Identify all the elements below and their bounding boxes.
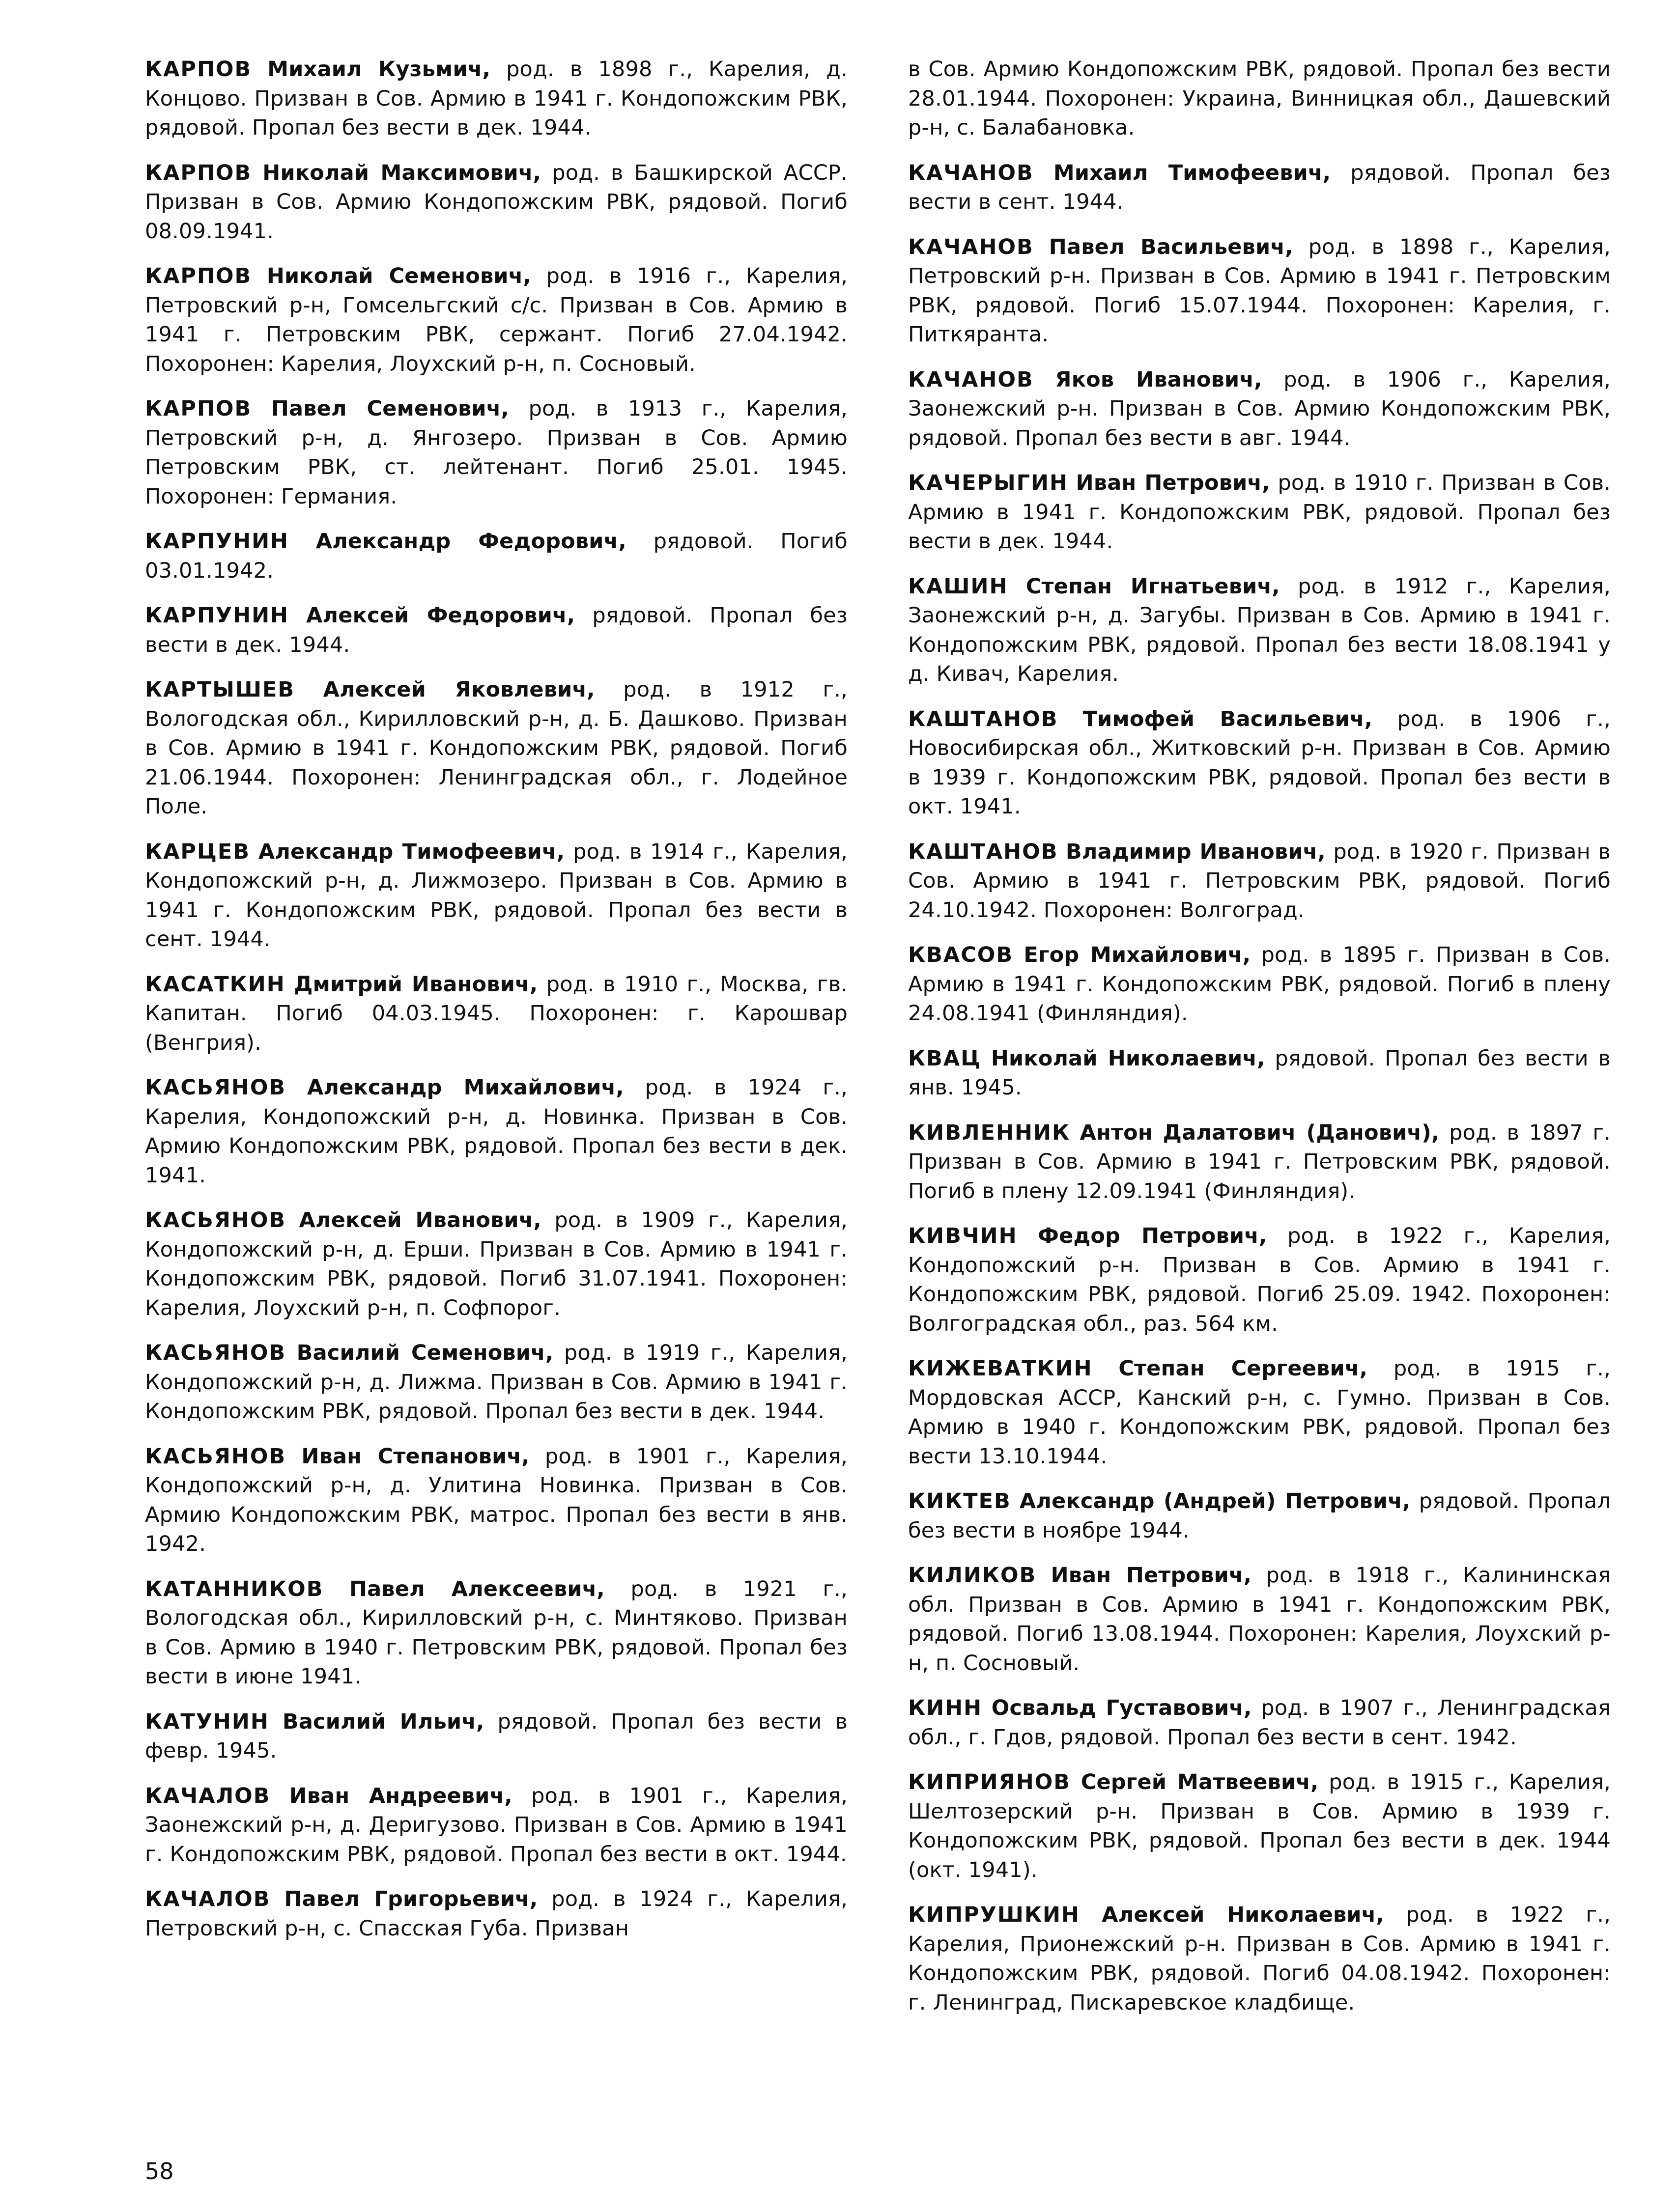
entry-given-name: Василий Семенович, [296, 1341, 554, 1365]
entry-details: род. в 1901 г., Карелия, Кондопожский р-н, д. Улитина Новинка. Призван в Сов. Армию Кондопожским РВК, матрос. Пропал без вести в янв. 1942. [145, 1444, 848, 1556]
entry-details: род. в 1915 г., Карелия, Шелтозерский р-н. Призван в Сов. Армию в 1939 г. Кондопожским РВК, рядовой. Пропал без вести в дек. 1944 (окт. 1941). [908, 1770, 1611, 1882]
entry-surname: КАРПОВ [145, 396, 252, 421]
entry-given-name: Михаил Тимофеевич, [1053, 160, 1331, 185]
entry-surname: КАСЬЯНОВ [145, 1341, 286, 1365]
entry-details: род. в 1924 г., Карелия, Кондопожский р-н, д. Новинка. Призван в Сов. Армию Кондопожским РВК, рядовой. Пропал без вести в дек. 1941. [145, 1075, 848, 1188]
entry-given-name: Александр Тимофеевич, [258, 839, 565, 864]
biography-entry [908, 1119, 1611, 1206]
biography-entry [145, 1885, 848, 1943]
biography-entry [145, 838, 848, 954]
biography-entry [908, 469, 1611, 557]
entry-details: род. в 1898 г., Карелия, д. Концово. Призван в Сов. Армию в 1941 г. Кондопожским РВК, рядовой. Пропал без вести в дек. 1944. [145, 57, 848, 140]
entry-given-name: Федор Петрович, [1038, 1224, 1267, 1248]
biography-entry [145, 527, 848, 586]
entry-given-name: Павел Алексеевич, [349, 1576, 605, 1601]
entry-surname: КАЧАЛОВ [145, 1887, 271, 1911]
entry-given-name: Иван Петрович, [1051, 1563, 1252, 1588]
biography-entry [908, 838, 1611, 925]
biography-entry [145, 1575, 848, 1692]
entry-surname: КАСЬЯНОВ [145, 1444, 286, 1469]
biography-entry [145, 262, 848, 379]
entry-surname: КАШТАНОВ [908, 706, 1058, 731]
entry-surname: КАСАТКИН [145, 972, 285, 997]
biography-entry [145, 1206, 848, 1323]
entry-details: род. в 1922 г., Карелия, Прионежский р-н. Призван в Сов. Армию в 1941 г. Кондопожским РВК, рядовой. Погиб 04.08.1942. Похоронен: г. Ленинград, Пискаревское кладбище. [908, 1903, 1611, 2015]
right-column [908, 55, 1611, 2033]
entry-surname: КАРПОВ [145, 57, 252, 82]
entry-details: род. в 1913 г., Карелия, Петровский р-н, д. Янгозеро. Призван в Сов. Армию Петровским РВК, ст. лейтенант. Погиб 25.01. 1945. Похоронен: Германия. [145, 396, 848, 509]
entry-given-name: Николай Семенович, [266, 264, 532, 288]
biography-entry [908, 1768, 1611, 1885]
biography-entry [908, 705, 1611, 822]
entry-given-name: Иван Петрович, [1076, 471, 1270, 495]
biography-entry [908, 1044, 1611, 1103]
entry-details: род. в 1906 г., Новосибирская обл., Житковский р-н. Призван в Сов. Армию в 1939 г. Кондопожским РВК, рядовой. Пропал без вести в окт. 1941. [908, 706, 1611, 819]
entry-details: род. в 1907 г., Ленинградская обл., г. Гдов, рядовой. Пропал без вести в сент. 1942. [908, 1696, 1611, 1750]
entry-given-name: Павел Семенович, [271, 396, 510, 421]
entry-surname: КАРПОВ [145, 264, 252, 288]
entry-details: род. в 1901 г., Карелия, Заонежский р-н, д. Деригузово. Призван в Сов. Армию в 1941 г. Кондопожским РВК, рядовой. Пропал без вести в окт. 1944. [145, 1783, 848, 1867]
biography-entry [908, 55, 1611, 143]
entry-given-name: Николай Николаевич, [991, 1046, 1265, 1071]
biography-entry [908, 1901, 1611, 2017]
entry-surname: КИЛИКОВ [908, 1563, 1037, 1588]
entry-details: рядовой. Пропал без вести в ноябре 1944. [908, 1489, 1611, 1543]
entry-given-name: Тимофей Васильевич, [1082, 706, 1373, 731]
biography-entry [908, 159, 1611, 217]
entry-given-name: Антон Далатович (Данович), [1080, 1120, 1440, 1145]
entry-surname: КИВЛЕННИК [908, 1120, 1071, 1145]
biography-entry [145, 970, 848, 1058]
entry-surname: КАЧЕРЫГИН [908, 471, 1068, 495]
entry-details: род. в 1914 г., Карелия, Кондопожский р-н, д. Лижмозеро. Призван в Сов. Армию в 1941 г. Кондопожским РВК, рядовой. Пропал без вести в сент. 1944. [145, 839, 848, 952]
biography-entry [145, 159, 848, 247]
left-column [145, 55, 848, 1959]
entry-surname: КАЧАЛОВ [145, 1783, 271, 1808]
entry-details: род. в 1915 г., Мордовская АССР, Канский р-н, с. Гумно. Призван в Сов. Армию в 1940 г. Кондопожским РВК, рядовой. Пропал без вести 13.10.1944. [908, 1356, 1611, 1469]
entry-details: род. в 1922 г., Карелия, Кондопожский р-н. Призван в Сов. Армию в 1941 г. Кондопожским РВК, рядовой. Погиб 25.09. 1942. Похоронен: Волгоградская обл., раз. 564 км. [908, 1224, 1611, 1336]
page-number: 58 [145, 2158, 174, 2184]
entry-details: род. в 1912 г., Вологодская обл., Кирилловский р-н, д. Б. Дашково. Призван в Сов. Армию в 1941 г. Кондопожским РВК, рядовой. Погиб 21.06.1944. Похоронен: Ленинградская обл., г. Лодейное Поле. [145, 677, 848, 819]
biography-entry [145, 1782, 848, 1870]
entry-surname: КАСЬЯНОВ [145, 1075, 286, 1100]
biography-entry [145, 55, 848, 143]
biography-entry [145, 601, 848, 660]
biography-entry [908, 1354, 1611, 1471]
entry-surname: КИНН [908, 1696, 983, 1720]
entry-given-name: Василий Ильич, [282, 1709, 484, 1734]
entry-details: род. в 1921 г., Вологодская обл., Кирилловский р-н, с. Минтяково. Призван в Сов. Армию в 1940 г. Петровским РВК, рядовой. Пропал без вести в июне 1941. [145, 1576, 848, 1689]
entry-given-name: Павел Васильевич, [1049, 234, 1293, 259]
entry-details: род. в 1906 г., Карелия, Заонежский р-н. Призван в Сов. Армию Кондопожским РВК, рядовой. Пропал без вести в авг. 1944. [908, 367, 1611, 450]
entry-details: в Сов. Армию Кондопожским РВК, рядовой. Пропал без вести 28.01.1944. Похоронен: Украина, Винницкая обл., Дашевский р-н, с. Балабановка. [908, 57, 1611, 140]
entry-surname: КАЧАНОВ [908, 367, 1034, 392]
entry-surname: КАРПУНИН [145, 603, 289, 628]
entry-details: род. в 1918 г., Калининская обл. Призван в Сов. Армию в 1941 г. Кондопожским РВК, рядовой. Погиб 13.08.1944. Похоронен: Карелия, Лоухский р-н, п. Сосновый. [908, 1563, 1611, 1676]
entry-details: род. в 1909 г., Карелия, Кондопожский р-н, д. Ерши. Призван в Сов. Армию в 1941 г. Кондопожским РВК, рядовой. Погиб 31.07.1941. Похоронен: Карелия, Лоухский р-н, п. Софпорог. [145, 1208, 848, 1320]
entry-surname: КАРЦЕВ [145, 839, 250, 864]
entry-details: род. в 1898 г., Карелия, Петровский р-н. Призван в Сов. Армию в 1941 г. Петровским РВК, рядовой. Погиб 15.07.1944. Похоронен: Карелия, г. Питкяранта. [908, 234, 1611, 347]
entry-given-name: Сергей Матвеевич, [1081, 1770, 1319, 1794]
biography-entry [908, 1561, 1611, 1678]
entry-surname: КАРПОВ [145, 160, 252, 185]
entry-details: род. в 1919 г., Карелия, Кондопожский р-н, д. Лижма. Призван в Сов. Армию в 1941 г. Кондопожским РВК, рядовой. Пропал без вести в дек. 1944. [145, 1341, 848, 1424]
entry-details: рядовой. Пропал без вести в дек. 1944. [145, 603, 848, 657]
entry-surname: КИПРИЯНОВ [908, 1770, 1071, 1794]
entry-surname: КИВЧИН [908, 1224, 1018, 1248]
biography-entry [908, 941, 1611, 1029]
entry-details: род. в 1910 г., Москва, гв. Капитан. Погиб 04.03.1945. Похоронен: г. Карошвар (Венгрия). [145, 972, 848, 1055]
biography-entry [908, 1487, 1611, 1545]
entry-surname: КАШТАНОВ [908, 839, 1058, 864]
biography-entry [145, 1708, 848, 1766]
entry-given-name: Алексей Яковлевич, [323, 677, 595, 702]
entry-given-name: Алексей Николаевич, [1102, 1903, 1385, 1927]
entry-given-name: Александр Федорович, [315, 529, 626, 554]
entry-given-name: Алексей Иванович, [299, 1208, 541, 1232]
entry-details: рядовой. Пропал без вести в янв. 1945. [908, 1046, 1611, 1100]
entry-surname: КАЧАНОВ [908, 160, 1034, 185]
entry-surname: КИЖЕВАТКИН [908, 1356, 1093, 1381]
entry-surname: КАРПУНИН [145, 529, 289, 554]
biography-entry [908, 1694, 1611, 1752]
entry-given-name: Александр (Андрей) Петрович, [1019, 1489, 1411, 1513]
biography-entry [145, 1073, 848, 1190]
entry-details: рядовой. Пропал без вести в февр. 1945. [145, 1709, 848, 1763]
entry-given-name: Владимир Иванович, [1065, 839, 1326, 864]
entry-given-name: Павел Григорьевич, [284, 1887, 538, 1911]
entry-details: рядовой. Пропал без вести в сент. 1944. [908, 160, 1611, 214]
entry-given-name: Степан Сергеевич, [1118, 1356, 1368, 1381]
entry-details: род. в 1916 г., Карелия, Петровский р-н, Гомсельгский с/с. Призван в Сов. Армию в 1941 г. Петровским РВК, сержант. Погиб 27.04.1942. Похоронен: Карелия, Лоухский р-н, п. Сосновый. [145, 264, 848, 376]
entry-details: род. в 1924 г., Карелия, Петровский р-н, с. Спасская Губа. Призван [145, 1887, 848, 1941]
entry-surname: КАРТЫШЕВ [145, 677, 295, 702]
biography-entry [145, 1339, 848, 1427]
entry-given-name: Михаил Кузьмич, [267, 57, 491, 82]
entry-surname: КАШИН [908, 574, 1008, 599]
entry-given-name: Иван Степанович, [301, 1444, 530, 1469]
entry-given-name: Освальд Густавович, [991, 1696, 1252, 1720]
entry-surname: КВАЦ [908, 1046, 982, 1071]
biography-entry [145, 675, 848, 822]
entry-surname: КВАСОВ [908, 943, 1014, 967]
entry-given-name: Яков Иванович, [1055, 367, 1262, 392]
entry-surname: КАТАННИКОВ [145, 1576, 324, 1601]
entry-surname: КАСЬЯНОВ [145, 1208, 286, 1232]
entry-given-name: Николай Максимович, [262, 160, 541, 185]
entry-details: род. в 1910 г. Призван в Сов. Армию в 1941 г. Кондопожским РВК, рядовой. Пропал без вести в дек. 1944. [908, 471, 1611, 554]
entry-surname: КИПРУШКИН [908, 1903, 1081, 1927]
biography-entry [145, 394, 848, 511]
biography-entry [145, 1442, 848, 1559]
biography-entry [908, 365, 1611, 453]
biography-entry [908, 233, 1611, 350]
entry-given-name: Александр Михайлович, [307, 1075, 624, 1100]
entry-given-name: Егор Михайлович, [1024, 943, 1251, 967]
biography-entry [908, 572, 1611, 689]
entry-details: род. в Башкирской АССР. Призван в Сов. Армию Кондопожским РВК, рядовой. Погиб 08.09.1941. [145, 160, 848, 244]
entry-details: род. в 1897 г. Призван в Сов. Армию в 1941 г. Петровским РВК, рядовой. Погиб в плену 12.09.1941 (Финляндия). [908, 1120, 1611, 1204]
entry-details: род. в 1920 г. Призван в Сов. Армию в 1941 г. Петровским РВК, рядовой. Погиб 24.10.1942. Похоронен: Волгоград. [908, 839, 1611, 923]
entry-given-name: Дмитрий Иванович, [294, 972, 538, 997]
entry-details: рядовой. Погиб 03.01.1942. [145, 529, 848, 583]
entry-given-name: Иван Андреевич, [289, 1783, 512, 1808]
biography-entry [908, 1222, 1611, 1339]
entry-surname: КИКТЕВ [908, 1489, 1011, 1513]
entry-surname: КАТУНИН [145, 1709, 269, 1734]
entry-surname: КАЧАНОВ [908, 234, 1034, 259]
entry-given-name: Алексей Федорович, [306, 603, 575, 628]
entry-details: род. в 1895 г. Призван в Сов. Армию в 1941 г. Кондопожским РВК, рядовой. Погиб в плену 24.08.1941 (Финляндия). [908, 943, 1611, 1026]
entry-given-name: Степан Игнатьевич, [1025, 574, 1280, 599]
entry-details: род. в 1912 г., Карелия, Заонежский р-н, д. Загубы. Призван в Сов. Армию в 1941 г. Кондопожским РВК, рядовой. Пропал без вести 18.08.1941 у д. Кивач, Карелия. [908, 574, 1611, 686]
